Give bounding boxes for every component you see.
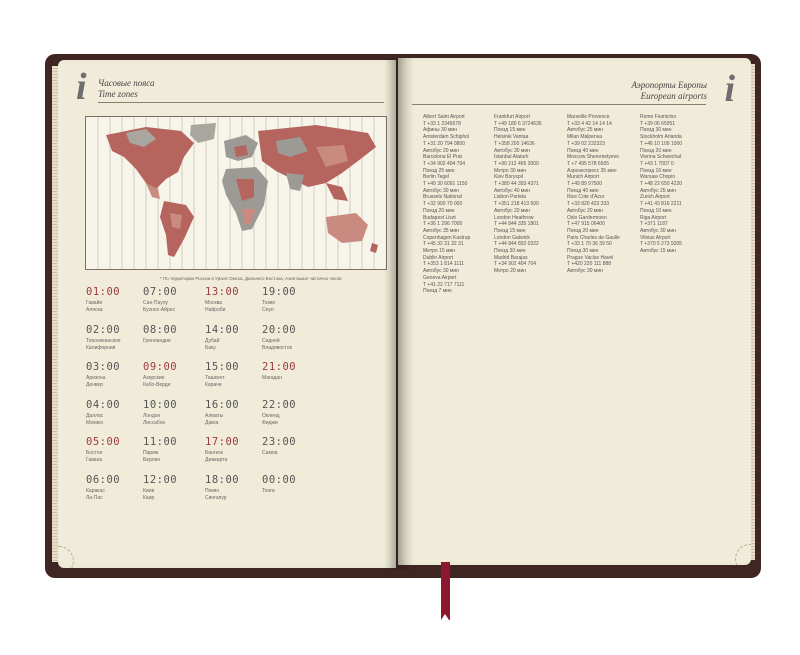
airport-line: Lisbon Portela: [494, 194, 526, 201]
time-zone-time: 04:00: [86, 398, 121, 411]
time-zone-city: Каракас: [86, 487, 105, 494]
airport-line: Dublin Airport: [423, 254, 454, 261]
airport-line: Аэроэкспресс 35 мин: [567, 167, 617, 174]
airport-line: T +39 02 232323: [567, 140, 605, 147]
time-zone-time: 01:00: [86, 286, 121, 298]
header-rule: [98, 102, 384, 103]
airport-line: Метро 15 мин: [423, 248, 456, 255]
airport-line: T +32 900 70 000: [423, 201, 463, 208]
airport-line: T +90 212 465 3000: [494, 160, 539, 167]
time-zone-city: Окленд: [262, 412, 280, 419]
time-zone-city: Дакка: [205, 419, 219, 426]
time-zone-time: 13:00: [205, 286, 240, 298]
time-zone-city: Буэнос-Айрес: [143, 307, 176, 313]
airport-line: T +33 1 2345678: [423, 120, 461, 127]
airport-line: T +36 1 296 7000: [423, 221, 463, 228]
airport-line: Warsaw Chopin: [640, 174, 676, 181]
airport-line: Copenhagen Kastrup: [423, 234, 471, 241]
airport-line: T +420 220 111 888: [567, 261, 612, 268]
time-zone-time: 02:00: [86, 323, 121, 336]
airport-line: Helsinki Vantaa: [494, 134, 529, 141]
time-zone-time: 20:00: [262, 323, 297, 336]
time-zone-time: 23:00: [262, 436, 297, 448]
airport-line: Nice Cote d'Azur: [567, 194, 605, 201]
airport-line: Amsterdam Schiphol: [423, 134, 470, 141]
airport-line: Madrid Barajas: [494, 254, 528, 261]
airport-line: Munich Airport: [567, 174, 599, 181]
time-zone-city: Пекин: [205, 487, 220, 494]
time-zone-city: Самоа: [262, 450, 278, 456]
airport-line: Поезд 40 мин: [567, 147, 599, 154]
airport-line: Поезд 7 мин: [423, 288, 452, 295]
page-corner-pocket: [735, 544, 751, 565]
airport-line: T +49 89 97500: [567, 181, 603, 188]
time-zone-city: Дубай: [205, 337, 220, 344]
time-zone-city: Лиссабон: [143, 419, 166, 426]
airport-line: Prague Vaclav Havel: [567, 254, 614, 261]
airport-line: T +358 200 14636: [494, 140, 535, 147]
time-zone-time: 05:00: [86, 436, 121, 448]
time-zone-city: Кабо-Верде: [143, 382, 171, 388]
airport-column: [640, 114, 708, 434]
airport-line: T +7 495 578 6565: [567, 160, 610, 167]
time-zone-time: 09:00: [143, 361, 178, 373]
airport-line: T +45 32 31 32 31: [423, 241, 464, 248]
map-caption: * По территории России в Урале Омска, Дальнего Востока, Азия выше частично часов: [160, 276, 342, 281]
airport-line: Frankfurt Airport: [494, 114, 530, 120]
airport-line: T +46 10 109 1000: [640, 140, 683, 147]
airport-line: T +33 4 42 14 14 14: [567, 120, 612, 127]
time-zone-time: 18:00: [205, 473, 240, 486]
time-zone-city: Сингапур: [205, 494, 227, 501]
time-zone-time: 10:00: [143, 398, 178, 411]
airport-line: Поезд 25 мин: [423, 167, 455, 174]
right-page-subtitle: European airports: [640, 91, 707, 101]
airport-line: Поезд 15 мин: [494, 227, 526, 234]
time-zone-city: Аризона: [86, 375, 106, 381]
time-zone-city: Фиджи: [262, 419, 278, 426]
airport-line: T +34 902 404 704: [423, 160, 466, 167]
time-zone-time: 06:00: [86, 473, 121, 486]
airport-line: Поезд 30 мин: [567, 248, 599, 255]
airport-line: London Gatwick: [494, 234, 530, 241]
airport-line: Поезд 20 мин: [423, 207, 455, 214]
time-zone-city: Владивосток: [262, 344, 292, 351]
time-zone-city: Алматы: [205, 412, 224, 419]
airport-line: T +371 1187: [640, 221, 668, 228]
time-zone-city: Бангкок: [205, 450, 223, 456]
airport-line: Поезд 10 мин: [640, 207, 672, 214]
time-zone-time: 14:00: [205, 323, 240, 336]
time-zone-city: Карачи: [205, 382, 222, 388]
time-zone-city: Париж: [143, 450, 159, 456]
airport-line: T +47 915 06400: [567, 221, 605, 228]
time-zone-city: Бостон: [86, 450, 103, 456]
map-graphic: [86, 117, 386, 269]
airport-line: Moscow Sheremetyevo: [567, 154, 619, 161]
time-zone-time: 19:00: [262, 286, 297, 298]
time-zone-city: Ла-Пас: [86, 494, 103, 501]
airport-line: Riga Airport: [640, 214, 667, 221]
time-zone-city: Баку: [205, 344, 216, 351]
airport-line: Метро 20 мин: [494, 268, 527, 275]
time-zone-city: Денвер: [86, 382, 104, 388]
airport-line: Автобус 30 мин: [567, 268, 603, 275]
airport-line: T +33 820 423 333: [567, 201, 610, 208]
airport-line: Автобус 25 мин: [640, 187, 676, 194]
airport-column: [567, 114, 635, 534]
airport-line: Zurich Airport: [640, 194, 670, 201]
airport-line: Поезд 30 мин: [494, 248, 526, 255]
airport-line: T +380 44 393 4371: [494, 181, 539, 188]
time-zone-city: Киев: [143, 487, 155, 494]
airport-line: Oslo Gardermoen: [567, 214, 607, 221]
left-page-subtitle: Time zones: [98, 89, 138, 99]
airport-line: Автобус 30 мин: [423, 268, 459, 275]
time-zone-city: Гавана: [86, 457, 103, 463]
time-zone-city: Берлин: [143, 457, 161, 463]
airport-line: Автобус 30 мин: [423, 187, 459, 194]
airport-line: Kiev Boryspil: [494, 174, 523, 181]
airport-line: Vienna Schwechat: [640, 154, 682, 161]
airport-line: Budapest Liszt: [423, 214, 456, 221]
airport-line: Поезд 20 мин: [567, 227, 599, 234]
airport-line: T +353 1 814 1111: [423, 261, 464, 268]
time-zone-city: Азорские: [143, 375, 165, 381]
time-zone-city: Сеул: [262, 307, 274, 313]
time-zone-time: 16:00: [205, 398, 240, 411]
airport-line: Berlin Tegel: [423, 174, 450, 181]
airport-line: Поезд 40 мин: [567, 187, 599, 194]
time-zone-city: Ташкент: [205, 375, 225, 381]
time-zone-city: Джакарта: [205, 457, 228, 463]
airport-line: T +48 22 650 4220: [640, 181, 683, 188]
airport-line: Stockholm Arlanda: [640, 134, 682, 141]
info-icon: i: [76, 66, 87, 108]
time-zone-city: Лондон: [143, 412, 161, 419]
airport-line: T +41 22 717 7111: [423, 281, 465, 288]
airport-line: T +49 180 6 3724636: [494, 120, 542, 127]
time-zone-city: Тонга: [262, 487, 275, 494]
spine-shadow: [384, 58, 414, 570]
right-page-title: Аэропорты Европы: [631, 80, 707, 90]
time-zone-time: 21:00: [262, 361, 297, 373]
time-zone-city: Москва: [205, 300, 223, 306]
airport-line: T +34 902 404 704: [494, 261, 537, 268]
airport-line: Vilnius Airport: [640, 234, 671, 241]
time-zone-city: Сидней: [262, 337, 280, 344]
left-page-title: Часовые пояса: [98, 78, 155, 88]
time-zone-city: Мехико: [86, 419, 104, 426]
time-zone-time: 17:00: [205, 436, 240, 448]
header-rule: [412, 104, 706, 105]
airport-line: Автобус 30 мин: [640, 227, 676, 234]
time-zone-time: 03:00: [86, 361, 121, 373]
time-zone-time: 08:00: [143, 323, 178, 336]
airport-line: Поезд 20 мин: [640, 147, 672, 154]
time-zone-time: 07:00: [143, 286, 178, 298]
time-zone-city: Найроби: [205, 307, 226, 313]
airport-line: Поезд 30 мин: [640, 127, 672, 134]
airport-line: T +43 1 7007 0: [640, 160, 674, 167]
airport-column: [423, 114, 491, 534]
time-zone-city: Даллас: [86, 412, 104, 419]
bookmark-ribbon: [441, 562, 450, 620]
airport-line: Поезд 15 мин: [494, 127, 526, 134]
airport-line: Автобус 20 мин: [567, 207, 603, 214]
airport-line: Автобус 20 мин: [494, 207, 530, 214]
airport-line: T +49 30 6091 1150: [423, 181, 468, 188]
info-icon: i: [724, 68, 735, 110]
time-zone-city: Гавайи: [86, 300, 103, 306]
airport-column: [494, 114, 562, 534]
airport-line: Brussels National: [423, 194, 462, 201]
airport-line: Метро 30 мин: [494, 167, 527, 174]
time-zone-city: Сан-Паулу: [143, 300, 168, 306]
airport-line: Rome Fiumicino: [640, 114, 677, 120]
time-zone-time: 12:00: [143, 473, 178, 486]
airport-line: T +370 5 273 9305: [640, 241, 683, 248]
airport-line: T +31 20 794 0800: [423, 140, 466, 147]
time-zone-city: Аляска: [86, 307, 103, 313]
time-zone-city: Магадан: [262, 375, 282, 381]
airport-line: Albert Saint Airport: [423, 114, 465, 120]
airport-line: Автобус 35 мин: [423, 227, 459, 234]
time-zone-time: 22:00: [262, 398, 297, 411]
airport-line: Афины 30 мин: [423, 127, 457, 134]
time-zone-city: Каир: [143, 494, 155, 501]
airport-line: Barcelona El Prat: [423, 154, 462, 161]
time-zone-city: Токио: [262, 300, 276, 306]
time-zone-time: 00:00: [262, 473, 297, 486]
airport-line: T +33 1 70 36 39 50: [567, 241, 612, 248]
airport-line: Автобус 20 мин: [423, 147, 459, 154]
airport-line: Автобус 30 мин: [494, 147, 530, 154]
time-zone-city: Гренландия: [143, 337, 171, 344]
airport-line: Автобус 15 мин: [640, 248, 676, 255]
airport-line: London Heathrow: [494, 214, 534, 221]
airport-line: Автобус 40 мин: [494, 187, 530, 194]
time-zone-city: Тихоокеанское: [86, 337, 121, 344]
time-zone-city: Калифорния: [86, 344, 116, 351]
airport-line: T +44 844 892 0322: [494, 241, 539, 248]
world-time-zone-map: [85, 116, 387, 270]
time-zone-time: 15:00: [205, 361, 240, 373]
airport-line: Marseille Provence: [567, 114, 610, 120]
airport-line: Milan Malpensa: [567, 134, 603, 141]
airport-line: T +41 43 816 2211: [640, 201, 682, 208]
airport-line: Поезд 16 мин: [640, 167, 672, 174]
page-corner-pocket: [58, 546, 74, 568]
airport-line: Paris Charles de Gaulle: [567, 234, 620, 241]
time-zone-time: 11:00: [143, 436, 178, 448]
airport-line: Istanbul Ataturk: [494, 154, 529, 161]
airport-line: Автобус 25 мин: [567, 127, 603, 134]
airport-line: Geneva Airport: [423, 274, 457, 281]
airport-line: T +39 06 65951: [640, 120, 676, 127]
airport-line: T +351 218 413 500: [494, 201, 539, 208]
airport-line: T +44 844 335 1801: [494, 221, 539, 228]
